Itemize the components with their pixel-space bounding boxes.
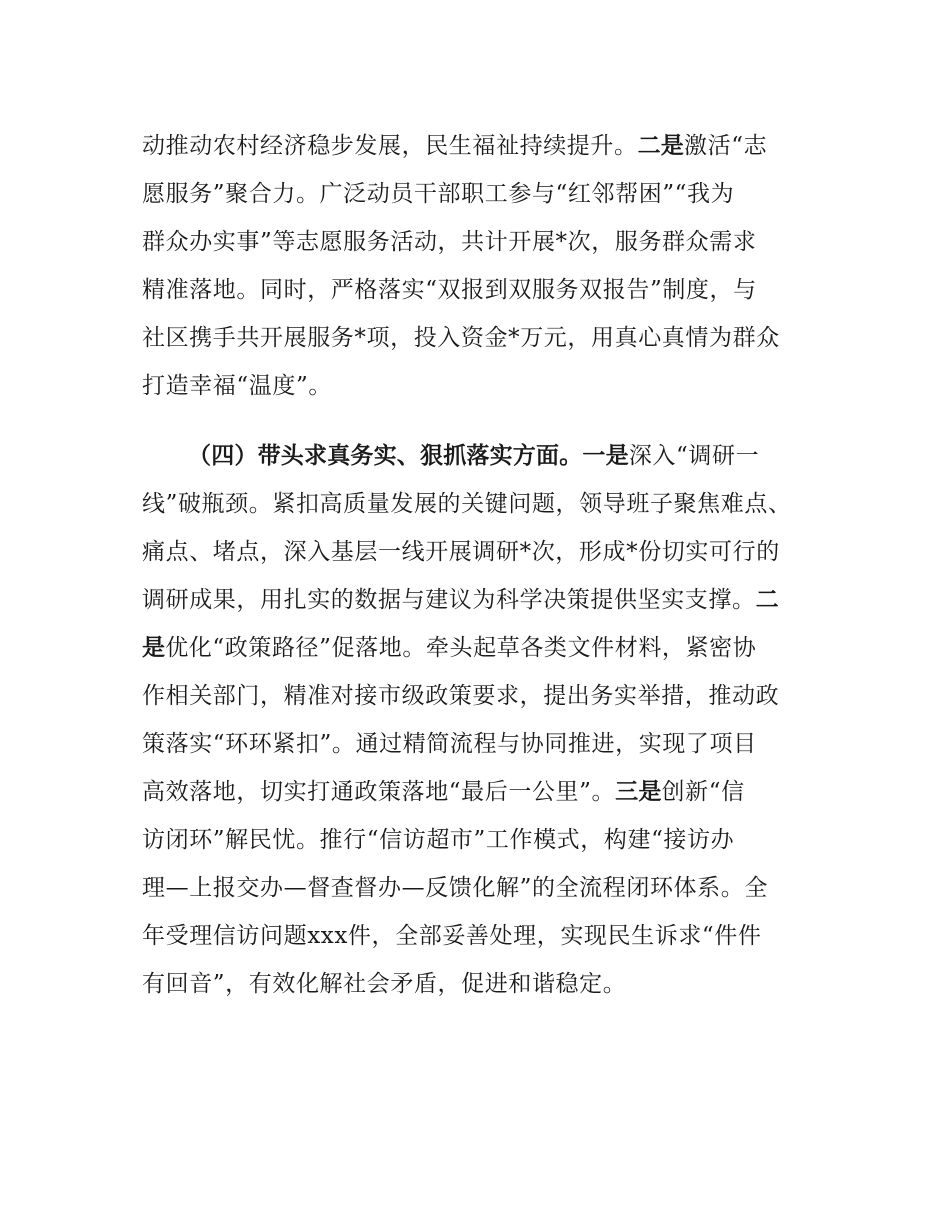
text-segment: 社区携手共开展服务*项，投入资金*万元，用真心真情为群众 (142, 325, 780, 351)
text-line (142, 680, 779, 712)
text-line (142, 872, 768, 904)
text-line (142, 824, 734, 856)
text-segment: 打造幸福“温度”。 (142, 373, 332, 399)
text-segment: 激活“志 (684, 133, 768, 159)
text-line (142, 728, 757, 760)
bold-text-segment: 三是 (615, 779, 662, 805)
bold-text-segment: （四）带头求真务实、狠抓落实方面。 (188, 443, 583, 469)
text-line (142, 968, 626, 1000)
text-line (142, 370, 332, 402)
text-segment: 理—上报交办—督查督办—反馈化解”的全流程闭环体系。全 (142, 875, 768, 901)
text-line (142, 488, 792, 520)
text-segment: 有回音”，有效化解社会矛盾，促进和谐稳定。 (142, 971, 627, 997)
text-segment: 动推动农村经济稳步发展，民生福祉持续提升。 (142, 133, 638, 159)
text-segment: 愿服务”聚合力。广泛动员干部职工参与“红邻帮困”“我为 (142, 181, 735, 207)
text-line (142, 130, 767, 162)
text-line (142, 632, 756, 664)
text-line (142, 536, 780, 568)
bold-text-segment: 是 (142, 635, 166, 661)
text-line (142, 226, 756, 258)
text-segment: 优化“政策路径”促落地。牵头起草各类文件材料，紧密协 (165, 635, 757, 661)
text-line (142, 274, 757, 306)
bold-text-segment: 一是 (582, 443, 629, 469)
text-segment: 调研成果，用扎实的数据与建议为科学决策提供坚实支撑。 (142, 587, 756, 613)
text-segment: 年受理信访问题xxx件，全部妥善处理，实现民生诉求“件件 (142, 923, 762, 949)
text-line (142, 322, 780, 354)
text-segment: 策落实“环环紧扣”。通过精简流程与协同推进，实现了项目 (142, 731, 757, 757)
text-segment: 线”破瓶颈。紧扣高质量发展的关键问题，领导班子聚焦难点、 (142, 491, 792, 517)
text-segment: 高效落地，切实打通政策落地“最后一公里”。 (142, 779, 616, 805)
text-line (142, 920, 761, 952)
text-line (142, 178, 734, 210)
text-line (142, 776, 745, 808)
text-line (142, 584, 779, 616)
text-segment: 精准落地。同时，严格落实“双报到双服务双报告”制度，与 (142, 277, 757, 303)
text-segment: 访闭环”解民忧。推行“信访超市”工作模式，构建“接访办 (142, 827, 735, 853)
bold-text-segment: 二是 (637, 133, 685, 159)
text-segment: 创新“信 (661, 779, 745, 805)
text-segment: 痛点、堵点，深入基层一线开展调研*次，形成*份切实可行的 (142, 539, 780, 565)
text-line (188, 440, 759, 472)
bold-text-segment: 二 (755, 587, 779, 613)
text-segment: 深入“调研一 (628, 443, 760, 469)
text-segment: 群众办实事”等志愿服务活动，共计开展*次，服务群众需求 (142, 229, 757, 255)
text-segment: 作相关部门，精准对接市级政策要求，提出务实举措，推动政 (142, 683, 780, 709)
